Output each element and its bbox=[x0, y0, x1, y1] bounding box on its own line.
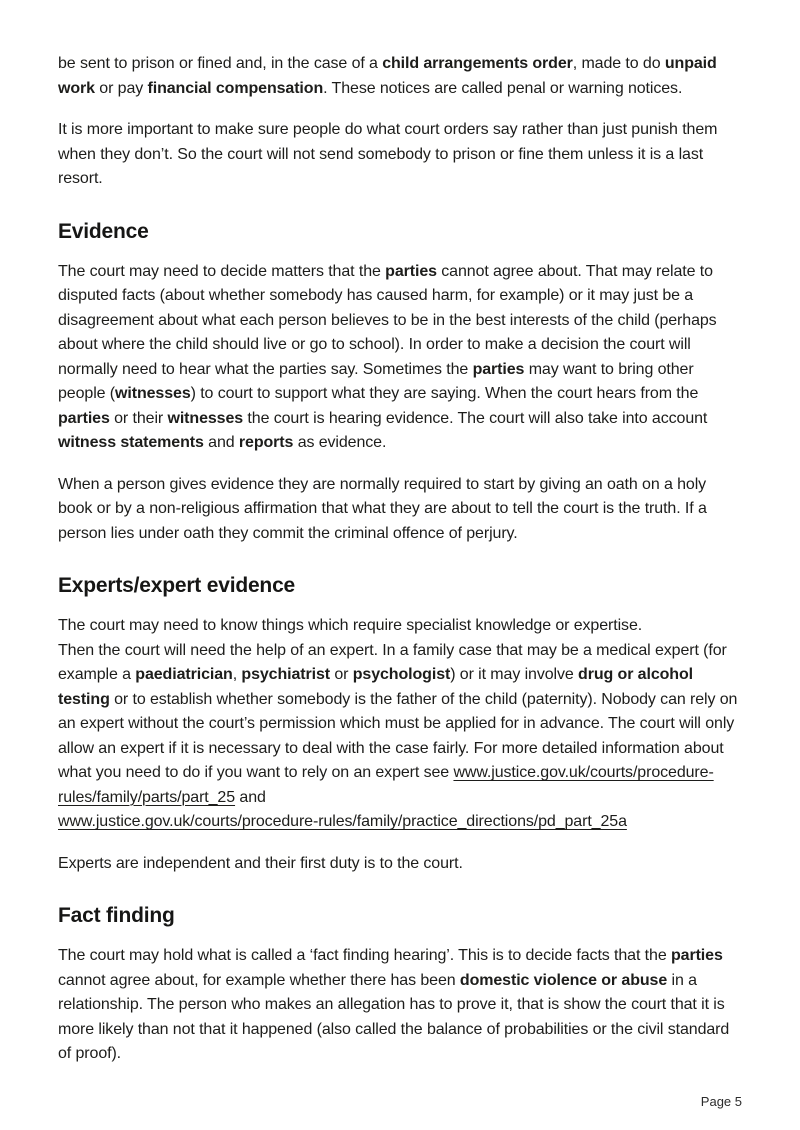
text-run: cannot agree about. That may relate to disputed facts (about whether somebody has caused harm, for example) or it may just be a disagreement about what each person believes to be in the best interests of the child (perhaps about where the child should live or go to school). In order to make a decision the court will normally need to hear what the parties say. Sometimes the bbox=[58, 262, 717, 378]
paragraph-experts-independent bbox=[58, 852, 742, 877]
page-number: Page 5 bbox=[700, 1094, 742, 1109]
bold-term: paediatrician bbox=[135, 666, 233, 683]
document-content bbox=[58, 52, 742, 1084]
bold-term: financial compensation bbox=[147, 79, 324, 97]
text-run: Then the court will need the help of an expert. In a family case that may be a medical expert (for example a bbox=[58, 641, 727, 683]
section-heading-experts: Experts/expert evidence bbox=[58, 574, 296, 597]
text-run: , made to do bbox=[572, 55, 665, 72]
bold-term: parties bbox=[58, 409, 110, 427]
bold-term: psychologist bbox=[352, 666, 451, 683]
bold-term: witness statements bbox=[58, 434, 204, 451]
hyperlink[interactable]: www.justice.gov.uk/courts/procedure-rules/family/parts/part_25 bbox=[58, 764, 714, 806]
section-heading-fact-finding: Fact finding bbox=[58, 904, 175, 927]
paragraph-experts-detail bbox=[58, 614, 742, 835]
text-run: be sent to prison or fined and, in the case of a bbox=[58, 55, 383, 72]
paragraph-penal-notices bbox=[58, 52, 742, 101]
text-run: It is more important to make sure people do what court orders say rather than just punish them when they don’t. So the court will not send somebody to prison or fine them unless it is a last resort. bbox=[58, 121, 718, 187]
text-run: The court may hold what is called a ‘fact finding hearing’. This is to decide facts that the bbox=[58, 947, 671, 964]
hyperlink[interactable]: www.justice.gov.uk/courts/procedure-rules/family/practice_directions/pd_part_25a bbox=[58, 813, 627, 830]
text-run: or bbox=[330, 666, 353, 683]
text-run: When a person gives evidence they are normally required to start by giving an oath on a holy book or by a non-religious affirmation that what they are about to tell the court is the truth. If a person lies under oath they commit the criminal offence of perjury. bbox=[58, 475, 707, 542]
text-run: , bbox=[232, 666, 242, 683]
bold-term: witnesses bbox=[115, 385, 191, 402]
text-run: ) or it may involve bbox=[450, 666, 579, 683]
page-footer bbox=[701, 1094, 742, 1110]
bold-term: psychiatrist bbox=[241, 666, 331, 683]
bold-term: drug or alcohol testing bbox=[58, 666, 693, 708]
paragraph-last-resort bbox=[58, 118, 742, 192]
paragraph-evidence-overview bbox=[58, 260, 742, 456]
text-run: and bbox=[235, 788, 266, 806]
text-run: may want to bring other people ( bbox=[58, 360, 694, 402]
text-run: and bbox=[203, 434, 239, 451]
text-run: Experts are independent and their first duty is to the court. bbox=[58, 854, 463, 872]
bold-term: unpaid work bbox=[58, 55, 717, 97]
bold-term: parties bbox=[472, 360, 525, 378]
bold-term: domestic violence or abuse bbox=[459, 971, 668, 989]
text-run: . These notices are called penal or warning notices. bbox=[323, 79, 683, 97]
text-run: cannot agree about, for example whether there has been bbox=[58, 971, 460, 989]
section-heading-evidence: Evidence bbox=[58, 219, 149, 243]
text-run: or to establish whether somebody is the father of the child (paternity). Nobody can rely on an expert without the court’s permission which must be applied for in advance. The court will only allow an expert if it is necessary to deal with the case fairly. For more detailed information about what you need to do if you want to rely on an expert see bbox=[58, 690, 738, 781]
text-run: The court may need to know things which require specialist knowledge or expertise. bbox=[58, 617, 643, 634]
text-run: in a relationship. The person who makes an allegation has to prove it, that is show the court that it is more likely than not that it happened (also called the balance of probabilities or the civil standard of proof). bbox=[58, 971, 730, 1062]
text-run: the court is hearing evidence. The court will also take into account bbox=[243, 409, 708, 427]
bold-term: witnesses bbox=[167, 409, 244, 427]
paragraph-fact-finding-detail bbox=[58, 944, 742, 1067]
text-run: or pay bbox=[94, 79, 148, 97]
bold-term: parties bbox=[670, 947, 723, 964]
bold-term: parties bbox=[385, 262, 437, 280]
paragraph-oath-perjury bbox=[58, 473, 742, 547]
bold-term: child arrangements order bbox=[382, 55, 573, 72]
text-run: ) to court to support what they are saying. When the court hears from the bbox=[190, 385, 699, 402]
bold-term: reports bbox=[238, 434, 294, 451]
text-run: or their bbox=[109, 409, 168, 427]
text-run: as evidence. bbox=[293, 434, 387, 451]
text-run: The court may need to decide matters that the bbox=[58, 262, 386, 280]
